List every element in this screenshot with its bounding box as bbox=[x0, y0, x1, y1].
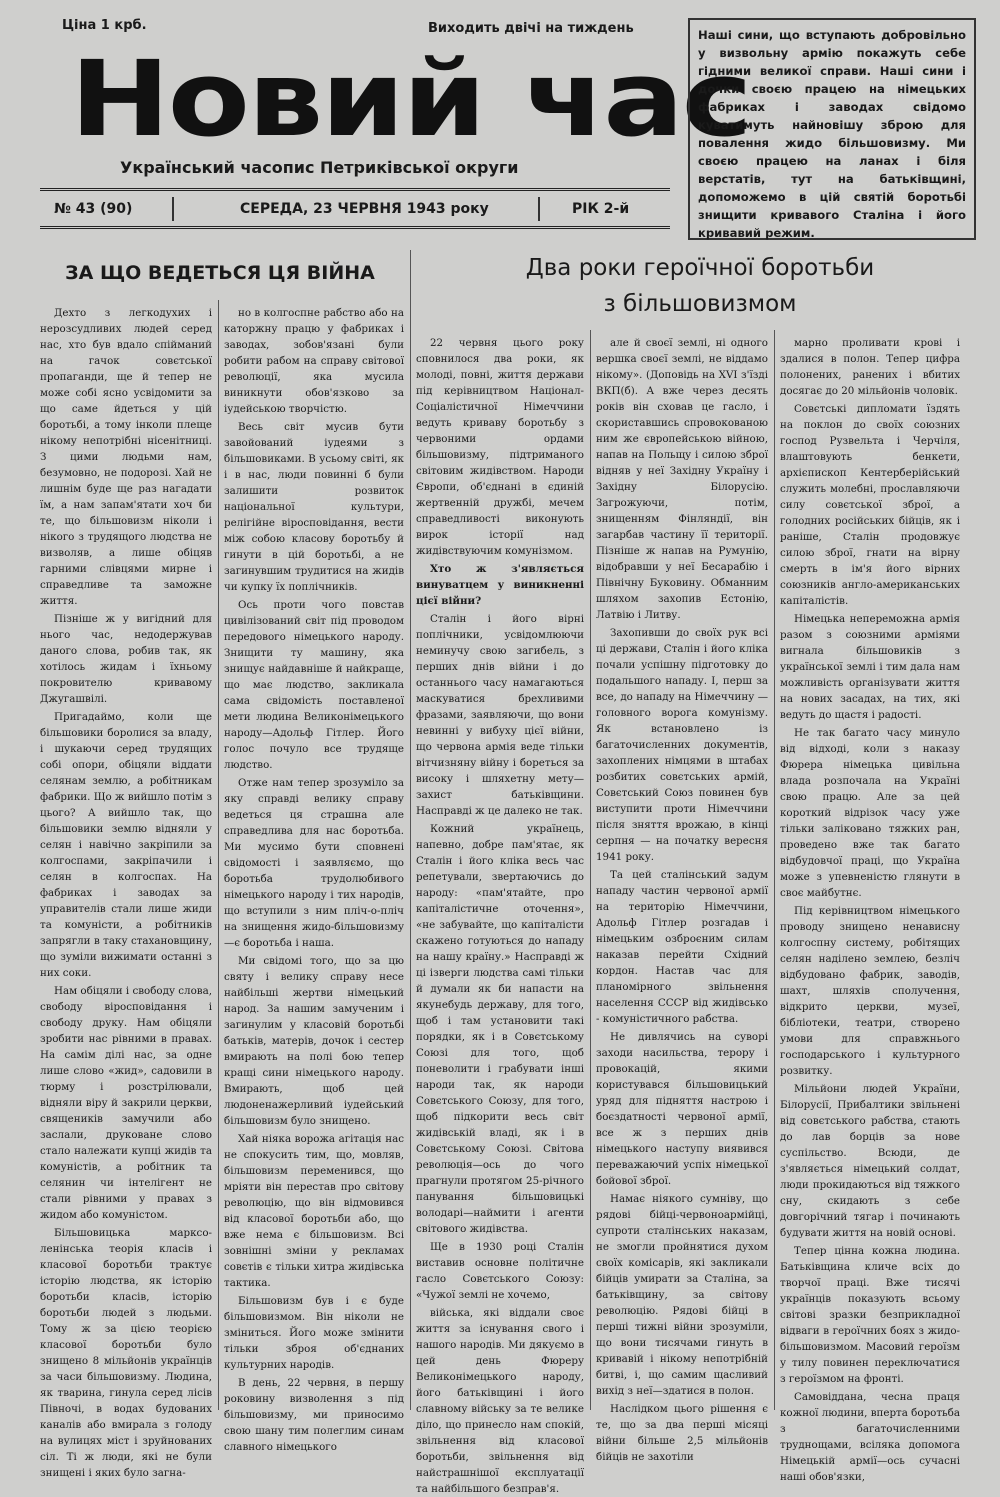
paragraph: Німецька непереможна армія разом з союзними арміями вигнала більшовиків з української землі і тим дала нам можливість організувати життя на нових засадах, на тих, які ведуть до щастя і радості. bbox=[780, 613, 960, 721]
paragraph: Сталін і його вірні поплічники, усвідомлюючи неминучу свою загибель, з перших днів війни і до останнього часу намагаються маскуватися брехливими фразами, заявляючи, що вони невинні у вибуху цієї війни, що червона армія веде тільки вітчизняну війну і бореться за високу і шляхетну мету—захист батьківщини. Насправді ж це далеко не так. bbox=[416, 613, 584, 817]
quote-box: Наші сини, що вступають добровільно у визвольну армію покажуть себе гідними великої справи. Наші сини і дочки своєю працею на німецьких фабриках і заводах свідомо куватимуть найновішу зброю для повалення жидо більшовизму. Ми своєю працею на ланах і біля верстатів, тут на батьківщині, допоможемо в цій святій боротьбі знищити кривавого Сталіна і його кривавий режим. bbox=[688, 18, 976, 240]
paragraph: Ми свідомі того, що за цю святу і велику справу несе найбільші жертви німецький народ. За нашим замученим і загинулим у класовій боротьбі батьків, матерів, дочок і сестер вмирають на полі бою тепер кращі сини німецького народу. Вмирають, щоб цей людоненажерливий іудейський більшовизм було знищено. bbox=[224, 955, 404, 1127]
masthead-title: Новий час bbox=[70, 38, 751, 160]
article2-headline-line1: Два роки героїчної боротьби bbox=[525, 255, 875, 281]
paragraph: В день, 22 червня, в першу роковину визволення з під більшовизму, ми приносимо свою шану тим полеглим синам славного німецького bbox=[224, 1377, 404, 1453]
paragraph: Весь світ мусив бути завойований іудеями з більшовиками. В усьому світі, як і в нас, люди повинні б були залишити розвиток національної культури, релігійне віросповідання, вести між собою класову боротьбу й гинути в цій боротьбі, а не загинувшим трудитися на жидів чи купку їх поплічників. bbox=[224, 421, 404, 593]
paragraph: але й своєї землі, ні одного вершка своєї землі, не віддамо нікому». (Доповідь на XVI з'їзді ВКП(б). А вже через десять років він сховав це гасло, і скориставшись спровокованою ним же європейською війною, напав на Польщу і силою зброї відняв у неї Західну Україну і Західну Білорусію. Загрожуючи, потім, знищенням Фінляндії, він загарбав частину її території. Пізніше ж напав на Румунію, відобравши у неї Бесарабію і Північну Буковину. Обманним шляхом захопив Естонію, Латвію і Литву. bbox=[596, 337, 768, 621]
paragraph: марно проливати крові і здалися в полон. Тепер цифра полонених, ранених і вбитих досягає до 20 мільйонів чоловік. bbox=[780, 337, 960, 397]
paragraph: Не дивлячись на суворі заходи насильства, терору і провокацій, якими користувався більшовицький уряд для підняття настрою і боєздатності червоної армії, все ж з перших днів німецького наступу виявився переважаючий успіх німецької бойової зброї. bbox=[596, 1031, 768, 1187]
paragraph: Пізніше ж у вигідний для нього час, недодержував даного слова, робив так, як хотілось жидам і їхньому покровителю кривавому Джугашвілі. bbox=[40, 613, 212, 705]
issue-year: РІК 2-й bbox=[572, 201, 630, 217]
paragraph: Нам обіцяли і свободу слова, свободу віросповідання і свободу друку. Нам обіцяли зробити нас рівними в правах. На самім ділі нас, за одне лише слово «жид», садовили в тюрму і розстрілювали, відняли віру й закрили церкви, священиків замучили або заслали, друковане слово стало належати купці жидів та комуністів, а робітник та селянин чи інтелігент не стали рівними у правах з жидом або комуністом. bbox=[40, 985, 213, 1221]
article2-column-2 bbox=[596, 335, 768, 1463]
divider bbox=[172, 197, 174, 221]
masthead-subtitle: Український часопис Петриківської округи bbox=[120, 158, 519, 177]
paragraph: Кожний українець, напевно, добре пам'ятає, як Сталін і його кліка весь час репетували, звертаючись до народу: «пам'ятайте, про капіталістичне оточення», «не забувайте, що капіталісти скажено готуються до нападу на нашу країну.» Насправді ж ці ізверги людства самі тільки й думали як би напасти на якунебудь державу, для того, щоб і там установити такі порядки, як і в Совєтському Союзі для того, щоб поневолити і грабувати інші народи так, як народи Совєтського Союзу, для того, щоб підкорити весь світ жидівській владі, як і в Совєтському Союзі. Світова революція—ось до чого прагнули протягом 25-річного панування більшовицькі володарі—наймити і агенти світового жидівства. bbox=[416, 823, 584, 1235]
article1-column-2 bbox=[224, 305, 404, 1453]
paragraph: Більшовицька марксо-ленінська теорія класів і класової боротьби трактує історію людства, як історію боротьби класів, історію боротьби людей з людьми. Тому ж за цією теорією класової боротьби було знищено 8 мільйонів українців за часи більшовизму. Людина, як тварина, гинула серед лісів Півночі, в водах будованих каналів або вмирала з голоду на вулицях міст і зруйнованих сіл. Ті ж люди, які не були знищені і яких було загна- bbox=[40, 1227, 212, 1479]
column-rule bbox=[590, 330, 591, 1410]
article2-column-3 bbox=[780, 335, 960, 1483]
paragraph: Хай ніяка ворожа агітація нас не спокусить тим, що, мовляв, більшовизм переменився, що мріяти він перестав про світову революцію, що він відмовився від класової боротьби або, що вже нема є більшовизм. Всі зовнішні зміни у рекламах совєтів є тільки хитра жидівська тактика. bbox=[224, 1133, 404, 1289]
article2-headline-line2: з більшовизмом bbox=[603, 291, 797, 317]
article1-column-1 bbox=[40, 305, 213, 1479]
column-rule bbox=[218, 300, 219, 1410]
paragraph: Самовіддана, чесна праця кожної людини, вперта боротьба з багаточисленними труднощами, всіляка допомога Німецькій армії—ось сучасні наші обов'язки, bbox=[780, 1391, 960, 1483]
paragraph: Совєтські дипломати їздять на поклон до своїх союзних господ Рузвельта і Черчіля, влаштовують бенкети, архієпископ Кентерберійський служить молебні, прославляючи силу совєтської зброї, а голодних російських бійців, як і раніше, Сталін продовжує силою зброї, гнати на вірну смерть в ім'я його вірних союзників англо-американських капіталістів. bbox=[780, 403, 960, 607]
paragraph: Дехто з легкодухих і нерозсудливих людей серед нас, хто був вдало спійманий на гачок совєтської пропаганди, ще й тепер не може собі ясно усвідомити за що саме йдеться у цій боротьбі, а тому інколи плеще нікому непотрібні нісенітниці. З цими людьми нам, безумовно, не подорозі. Хай не лишнім буде ще раз нагадати їм, а нам запам'ятати хоч би те, що більшовизм ніколи і нікого з трудящого людства не визволяв, а лише обіцяв гарними слівцями мирне і справедливе та заможне життя. bbox=[40, 307, 212, 607]
paragraph: Мільйони людей України, Білорусії, Прибалтики звільнені від совєтського рабства, стають до лав борців за нове суспільство. Всюди, де з'являється німецький солдат, люди прокидаються від тяжкого сну, скидають з себе довгорічний тягар і починають будувати життя на новій основі. bbox=[780, 1083, 960, 1239]
article2-column-1 bbox=[416, 335, 584, 1495]
paragraph: Хто ж з'являється винуватцем у виникненні цієї війни? bbox=[416, 563, 584, 607]
issue-number: № 43 (90) bbox=[54, 201, 133, 217]
divider bbox=[40, 188, 670, 191]
paragraph: Ще в 1930 році Сталін виставив основне політичне гасло Совєтського Союзу: «Чужої землі не хочемо, bbox=[416, 1241, 584, 1301]
paragraph: Пригадаймо, коли ще більшовики боролися за владу, і шукаючи серед трудящих собі опори, обіцяли віддати селянам землю, а робітникам фабрики. Що ж вийшло потім з цього? А вийшло так, що більшовики землю відняли у селян і навічно закріпили за колгоспами, закріпачили і селян в колгоспах. На фабриках і заводах за управителів стали лише жиди та комуністи, а робітників запрягли в таку стахановщину, що зуміли вижимати останні з них соки. bbox=[40, 711, 212, 979]
paragraph: Під керівництвом німецького проводу знищено ненависну колгоспну систему, робітящих селян наділено землею, безліч відбудовано фабрик, заводів, шахт, шляхів сполучення, відкрито церкви, музеї, бібліотеки, театри, створено умови для справжнього господарського і культурного розвитку. bbox=[780, 905, 960, 1077]
divider bbox=[538, 197, 540, 221]
paragraph: Намає ніякого сумніву, що рядові бійці-червоноармійці, супроти сталінських наказам, не змогли пройнятися духом своїх комісарів, які закликали бійців умирати за Сталіна, за батьківщину, за світову революцію. Рядові бійці в перші тижні війни зрозуміли, що вони тисячами гинуть в кривавій і нікому непотрібній битві, і, що самим щасливий вихід з неї—здатися в полон. bbox=[596, 1193, 768, 1397]
paragraph: Не так багато часу минуло від відході, коли з наказу Фюрера німецька цивільна влада розпочала на Україні свою працю. Але за цей короткий відрізок часу уже тільки заліковано тяжких ран, проведено вже так багато відбудовчої праці, що Україна може з упевненістю глянути в своє майбутнє. bbox=[780, 727, 960, 899]
column-rule bbox=[410, 250, 411, 1410]
paragraph: війська, які віддали своє життя за існування свого і нашого народів. Ми дякуємо в цей день Фюреру Великонімецького народу, його батьківщині і його славному війську за те велике діло, що принесло нам спокій, звільнення від класової боротьби, звільнення від найстрашнішої експлуатації та найбільшого безправ'я. bbox=[416, 1307, 584, 1495]
frequency-label: Виходить двічі на тиждень bbox=[428, 21, 634, 36]
article1-headline: ЗА ЩО ВЕДЕТЬСЯ ЦЯ ВІЙНА bbox=[65, 262, 375, 284]
paragraph: Більшовизм був і є буде більшовизмом. Він ніколи не зміниться. Його може змінити тільки зброя об'єднаних культурних народів. bbox=[224, 1295, 404, 1371]
paragraph: 22 червня цього року сповнилося два роки, як молоді, повні, життя держави під керівництвом Націонал-Соціалістичної Німеччини ведуть криваву боротьбу з червоними ордами більшовизму, підтриманого світовим жидівством. Народи Європи, об'єднані в єдиній жертвенній дружбі, мечем справедливості виконують вирок історії над жидівствуючим комунізмом. bbox=[416, 337, 584, 557]
issue-date: СЕРЕДА, 23 ЧЕРВНЯ 1943 року bbox=[240, 201, 489, 217]
paragraph: Наслідком цього рішення є те, що за два перші місяці війни більше 2,5 мільйонів бійців не захотіли bbox=[596, 1403, 768, 1463]
paragraph: Тепер цінна кожна людина. Батьківщина кличе всіх до творчої праці. Вже тисячі українців показують всьому світові зразки безприкладної відваги в героїчних боях з жидо-більшовизмом. Масовий героїзм у тилу повинен переключатися з героїзмом на фронті. bbox=[780, 1245, 960, 1385]
issue-info-row bbox=[40, 197, 670, 223]
divider bbox=[40, 226, 670, 229]
article2-headline bbox=[420, 250, 980, 322]
paragraph: Отже нам тепер зрозуміло за яку справді велику справу ведеться ця страшна але справедлива для нас боротьба. Ми мусимо бути сповнені свідомості і заявляємо, що боротьба трудолюбивого німецького народу і тих народів, що вступили з ним пліч-о-пліч на знищення жидо-більшовизму—є боротьба і наша. bbox=[224, 777, 404, 949]
paragraph: Захопивши до своїх рук всі ці держави, Сталін і його кліка почали успішну підготовку до подальшого нападу. І, перш за все, до нападу на Німеччину — головного ворога комунізму. Як встановлено із багаточисленних документів, захоплених німцями в штабах розбитих совєтських армій, Совєтський Союз повинен був виступити проти Німеччини після зняття врожаю, в кінці серпня — на початку вересня 1941 року. bbox=[596, 627, 768, 863]
paragraph: Та цей сталінський задум нападу частин червоної армії на територію Німеччини, Адольф Гітлер розгадав і німецьким озброєним силам наказав перейти Східний кордон. Настав час для планомірного звільнення населення СССР від жидівсько - комуністичного рабства. bbox=[596, 869, 768, 1025]
column-rule bbox=[774, 330, 775, 1410]
price-label: Ціна 1 крб. bbox=[62, 18, 147, 33]
paragraph: но в колгоспне рабство або на каторжну працю у фабриках і заводах, зобов'язані були робити рабом на справу світової революції, яка мусила виникнути обов'язково за іудейською творчістю. bbox=[224, 307, 404, 415]
paragraph: Ось проти чого повстав цивілізований світ під проводом передового німецького народу. Знищити ту машину, яка знищує найдавніше й найкраще, що має людство, закликала сама свідомість поставленої мети людина Великонімецького народу—Адольф Гітлер. Його голос почуло все трудяще людство. bbox=[224, 599, 404, 771]
